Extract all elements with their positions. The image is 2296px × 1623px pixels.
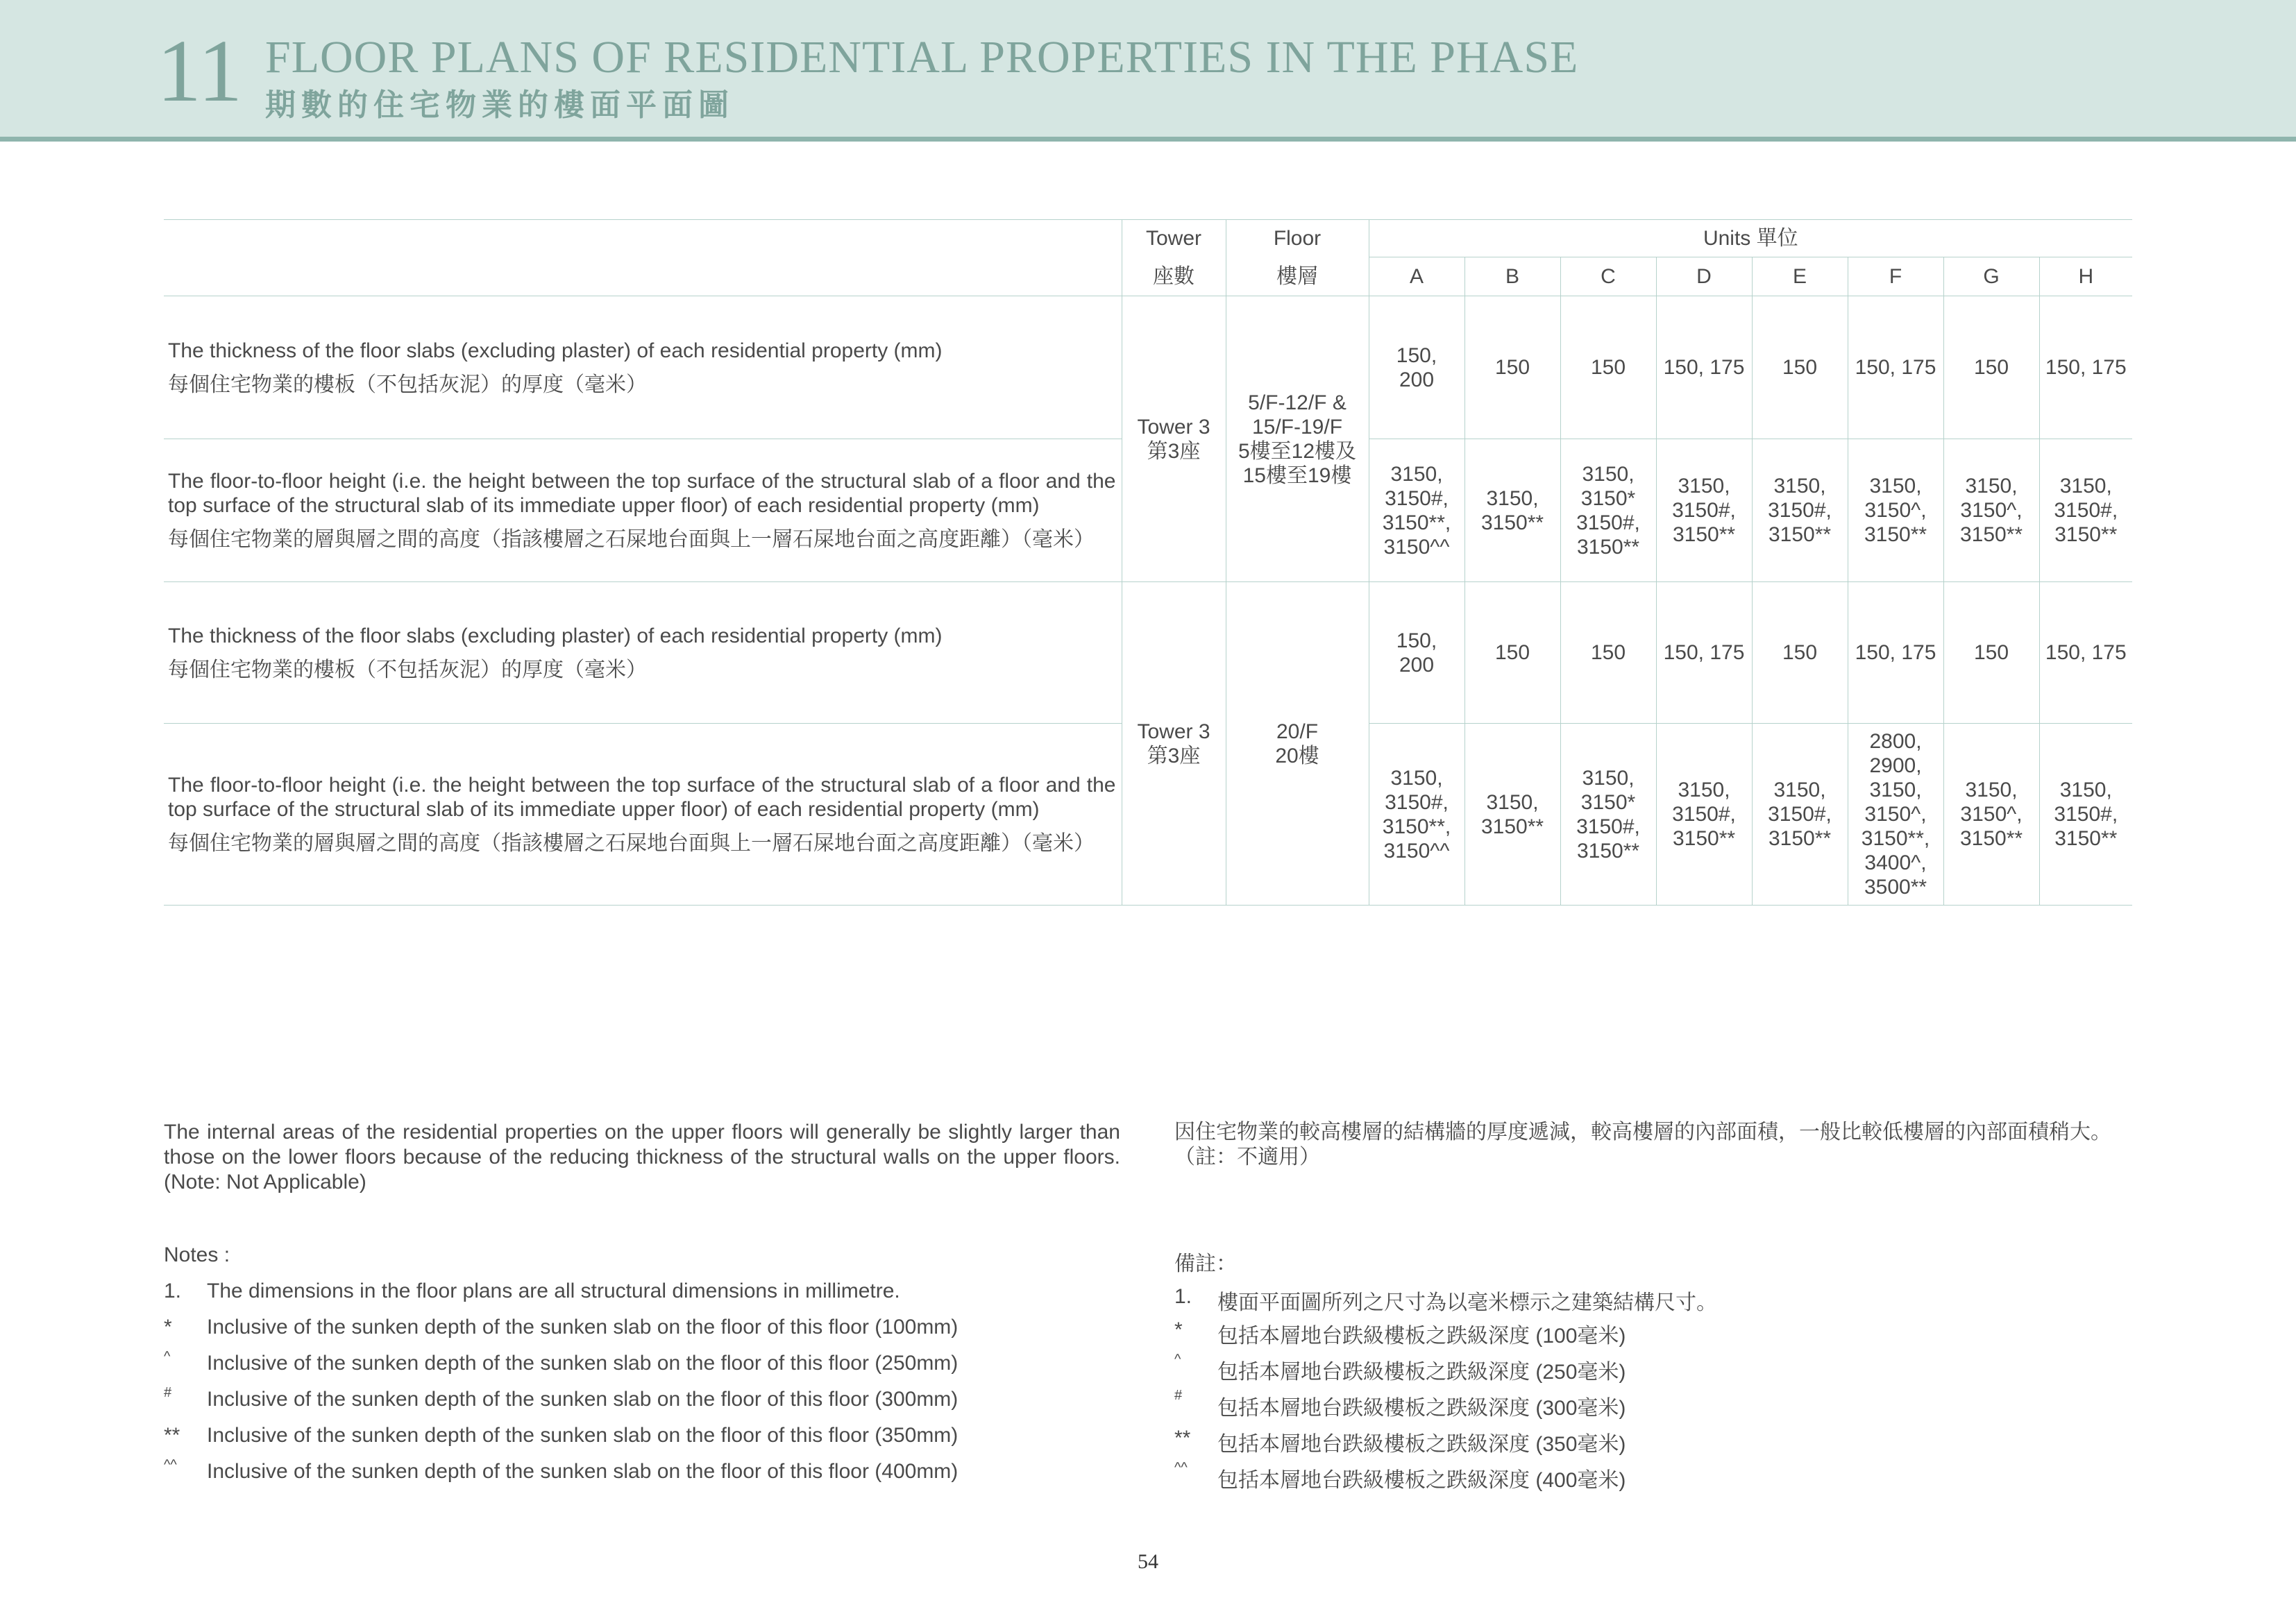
- unit-g-height-value: [1943, 724, 2039, 906]
- notes-en: [164, 1243, 1122, 1493]
- notes-zh: [1174, 1246, 2132, 1496]
- value-line: 3150**: [2054, 523, 2118, 546]
- floor-line: 15樓至19樓: [1242, 464, 1352, 487]
- unit-c-slab-value: [1560, 296, 1656, 439]
- unit-f-slab-value: [1848, 296, 1943, 439]
- note-marker: #: [164, 1385, 172, 1400]
- unit-h-height-value: [2039, 724, 2132, 906]
- note-marker: *: [1174, 1318, 1183, 1341]
- header-units: Units 單位: [1369, 220, 2132, 257]
- value-line: 3150**,: [1861, 827, 1930, 850]
- value-line: 3150,: [1773, 779, 1826, 801]
- value-line: 2900,: [1869, 754, 1922, 777]
- value-line: 3150**: [1576, 535, 1640, 559]
- value-line: 3150,: [1869, 475, 1922, 498]
- value-line: 150: [1494, 641, 1530, 664]
- value-line: 3150**: [1480, 511, 1544, 534]
- value-line: 150,: [1396, 343, 1437, 367]
- notes-heading: Notes :: [164, 1243, 230, 1266]
- value-line: 3150#,: [1385, 790, 1449, 814]
- note-marker: **: [164, 1424, 180, 1447]
- value-line: 3150**,: [1382, 511, 1451, 534]
- unit-h-height-value: [2039, 439, 2132, 582]
- slab-description-en: The thickness of the floor slabs (excluding plaster) of each residential property (mm): [168, 339, 943, 362]
- value-line: 3150,: [2059, 475, 2112, 498]
- value-line: 150: [1973, 356, 2009, 379]
- value-line: 150: [1494, 356, 1530, 379]
- tower-en: Tower 3: [1137, 720, 1210, 743]
- floor-line: 5樓至12樓及: [1238, 439, 1357, 463]
- value-line: 3150**: [1768, 827, 1832, 850]
- unit-b-slab-value: [1464, 582, 1560, 724]
- height-description-en: The floor-to-floor height (i.e. the height between the top surface of the structural slab of a floor and the top surface of the structural slab of its immediate upper floor) of each residential property (mm): [168, 470, 1116, 517]
- note-marker: 1.: [1174, 1285, 1192, 1308]
- paragraph-en: The internal areas of the residential properties on the upper floors will generally be slightly larger than those on the lower floors because of the reducing thickness of the structural walls on the upper floors. (Note: Not Applicable): [164, 1121, 1120, 1193]
- value-line: 150,: [1396, 629, 1437, 652]
- value-line: 150: [1973, 641, 2009, 664]
- section-title-zh: 期數的住宅物業的樓面平面圖: [265, 88, 734, 122]
- value-line: 150, 175: [2045, 356, 2127, 379]
- value-line: 3500**: [1864, 876, 1927, 899]
- header-unit-h: H: [2039, 257, 2132, 296]
- value-line: 150, 175: [1663, 641, 1745, 664]
- value-line: 150, 175: [1855, 641, 1936, 664]
- unit-c-height-value: [1560, 439, 1656, 582]
- value-line: 3150**: [1864, 523, 1927, 546]
- height-description-zh: 每個住宅物業的層與層之間的高度（指該樓層之石屎地台面與上一層石屎地台面之高度距離）（毫米）: [168, 832, 1095, 855]
- value-line: 3400^,: [1864, 851, 1927, 874]
- unit-d-slab-value: [1656, 582, 1752, 724]
- value-line: 3150^,: [1960, 499, 2023, 522]
- note-text: 包括本層地台跌級樓板之跌級深度 (250毫米): [1217, 1361, 1626, 1384]
- note-text: 包括本層地台跌級樓板之跌級深度 (100毫米): [1217, 1325, 1626, 1348]
- header-tower-zh: 座數: [1122, 257, 1226, 296]
- header-blank-cell: [164, 220, 1122, 296]
- note-text: Inclusive of the sunken depth of the sunken slab on the floor of this floor (100mm): [207, 1316, 959, 1339]
- floor-line: 5/F-12/F &: [1248, 391, 1347, 414]
- value-line: 3150,: [1486, 790, 1539, 814]
- unit-g-slab-value: [1943, 296, 2039, 439]
- note-marker: #: [1174, 1388, 1183, 1403]
- unit-a-slab-value: [1369, 582, 1464, 724]
- value-line: 3150,: [1486, 486, 1539, 510]
- floor-cell: [1226, 582, 1369, 906]
- value-line: 3150**: [1959, 827, 2023, 850]
- note-text: Inclusive of the sunken depth of the sunken slab on the floor of this floor (400mm): [207, 1460, 959, 1483]
- note-marker: ^^: [1174, 1460, 1188, 1475]
- value-line: 3150#,: [1768, 499, 1832, 522]
- unit-e-height-value: [1752, 439, 1848, 582]
- value-line: 3150#,: [1576, 815, 1640, 838]
- page-number: 54: [1138, 1550, 1158, 1573]
- value-line: 3150*: [1580, 790, 1636, 814]
- section-header-banner: [0, 0, 2296, 142]
- value-line: 3150#,: [1672, 499, 1736, 522]
- value-line: 150, 175: [2045, 641, 2127, 664]
- value-line: 3150^,: [1864, 803, 1927, 826]
- header-floor-en: Floor: [1226, 220, 1369, 257]
- value-line: 150: [1590, 356, 1626, 379]
- value-line: 3150,: [1390, 462, 1443, 486]
- floor-cell: [1226, 296, 1369, 582]
- note-text: 包括本層地台跌級樓板之跌級深度 (350毫米): [1217, 1433, 1626, 1456]
- note-text: 包括本層地台跌級樓板之跌級深度 (300毫米): [1217, 1397, 1626, 1420]
- note-marker: ^: [164, 1349, 171, 1364]
- value-line: 200: [1399, 368, 1435, 391]
- unit-c-slab-value: [1560, 582, 1656, 724]
- value-line: 150, 175: [1663, 356, 1745, 379]
- value-line: 3150**: [1768, 523, 1832, 546]
- unit-b-slab-value: [1464, 296, 1560, 439]
- note-text: The dimensions in the floor plans are all structural dimensions in millimetre.: [207, 1280, 900, 1302]
- value-line: 3150,: [1773, 475, 1826, 498]
- value-line: 3150**: [1672, 827, 1736, 850]
- unit-c-height-value: [1560, 724, 1656, 906]
- table-row: [164, 296, 2132, 439]
- unit-b-height-value: [1464, 439, 1560, 582]
- floor-line: 15/F-19/F: [1251, 415, 1343, 439]
- value-line: 3150#,: [1672, 803, 1736, 826]
- paragraph-zh: 因住宅物業的較高樓層的結構牆的厚度遞減，較高樓層的內部面積，一般比較低樓層的內部面積稍大。（註：不適用）: [1174, 1121, 2111, 1169]
- value-line: 150: [1590, 641, 1626, 664]
- unit-d-slab-value: [1656, 296, 1752, 439]
- header-unit-c: C: [1560, 257, 1656, 296]
- value-line: 3150^^: [1383, 535, 1450, 559]
- note-marker: *: [164, 1316, 172, 1339]
- value-line: 2800,: [1869, 730, 1922, 753]
- value-line: 3150**: [1672, 523, 1736, 546]
- slab-description-en: The thickness of the floor slabs (excluding plaster) of each residential property (mm): [168, 624, 943, 647]
- unit-f-height-value: [1848, 724, 1943, 906]
- tower-zh: 第3座: [1147, 744, 1201, 767]
- tower-cell: [1122, 582, 1226, 906]
- slab-description: [164, 296, 1122, 439]
- height-description-en: The floor-to-floor height (i.e. the height between the top surface of the structural slab of a floor and the top surface of the structural slab of its immediate upper floor) of each residential property (mm): [168, 774, 1116, 821]
- floor-slab-height-table: [164, 219, 2132, 906]
- value-line: 3150,: [1678, 779, 1730, 801]
- unit-e-slab-value: [1752, 296, 1848, 439]
- value-line: 3150**: [1959, 523, 2023, 546]
- value-line: 3150,: [1582, 462, 1635, 486]
- height-description-zh: 每個住宅物業的層與層之間的高度（指該樓層之石屎地台面與上一層石屎地台面之高度距離）（毫米）: [168, 528, 1095, 551]
- value-line: 3150#,: [2054, 499, 2118, 522]
- floor-line: 20/F: [1276, 720, 1319, 743]
- unit-d-height-value: [1656, 724, 1752, 906]
- slab-description-zh: 每個住宅物業的樓板（不包括灰泥）的厚度（毫米）: [168, 658, 647, 681]
- floor-line: 20樓: [1275, 744, 1319, 767]
- value-line: 3150,: [1965, 475, 2018, 498]
- value-line: 150: [1782, 356, 1818, 379]
- section-number: 11: [157, 22, 243, 120]
- unit-h-slab-value: [2039, 296, 2132, 439]
- note-marker: 1.: [164, 1280, 182, 1302]
- header-floor-zh: 樓層: [1226, 257, 1369, 296]
- tower-cell: [1122, 296, 1226, 582]
- value-line: 3150#,: [1768, 803, 1832, 826]
- unit-a-height-value: [1369, 439, 1464, 582]
- unit-h-slab-value: [2039, 582, 2132, 724]
- value-line: 3150#,: [1576, 511, 1640, 534]
- value-line: 3150**,: [1382, 815, 1451, 838]
- value-line: 3150*: [1580, 486, 1636, 510]
- note-text: Inclusive of the sunken depth of the sunken slab on the floor of this floor (250mm): [207, 1352, 959, 1375]
- unit-g-slab-value: [1943, 582, 2039, 724]
- value-line: 3150,: [1678, 475, 1730, 498]
- note-marker: ^: [1174, 1352, 1181, 1367]
- unit-f-height-value: [1848, 439, 1943, 582]
- note-text: Inclusive of the sunken depth of the sunken slab on the floor of this floor (350mm): [207, 1424, 959, 1447]
- value-line: 200: [1399, 653, 1435, 677]
- table-row: [164, 582, 2132, 724]
- unit-f-slab-value: [1848, 582, 1943, 724]
- note-marker: **: [1174, 1427, 1191, 1450]
- header-unit-g: G: [1943, 257, 2039, 296]
- slab-description: [164, 582, 1122, 724]
- header-unit-e: E: [1752, 257, 1848, 296]
- value-line: 3150,: [1582, 766, 1635, 790]
- section-title-en: FLOOR PLANS OF RESIDENTIAL PROPERTIES IN THE PHASE: [265, 32, 1579, 83]
- table-header-row-1: [164, 220, 2132, 257]
- height-description: [164, 439, 1122, 582]
- note-text: Inclusive of the sunken depth of the sunken slab on the floor of this floor (300mm): [207, 1388, 959, 1411]
- notes-heading: 備註：: [1174, 1252, 1237, 1275]
- tower-en: Tower 3: [1137, 415, 1210, 439]
- header-unit-d: D: [1656, 257, 1752, 296]
- unit-e-slab-value: [1752, 582, 1848, 724]
- unit-e-height-value: [1752, 724, 1848, 906]
- unit-b-height-value: [1464, 724, 1560, 906]
- unit-g-height-value: [1943, 439, 2039, 582]
- value-line: 3150#,: [2054, 803, 2118, 826]
- value-line: 3150#,: [1385, 486, 1449, 510]
- value-line: 3150,: [2059, 779, 2112, 801]
- value-line: 3150,: [1965, 779, 2018, 801]
- unit-a-height-value: [1369, 724, 1464, 906]
- note-marker: ^^: [164, 1457, 177, 1472]
- value-line: 3150^,: [1960, 803, 2023, 826]
- unit-a-slab-value: [1369, 296, 1464, 439]
- value-line: 3150**: [2054, 827, 2118, 850]
- slab-description-zh: 每個住宅物業的樓板（不包括灰泥）的厚度（毫米）: [168, 373, 647, 396]
- value-line: 3150**: [1576, 839, 1640, 863]
- value-line: 3150,: [1869, 779, 1922, 801]
- value-line: 3150,: [1390, 766, 1443, 790]
- value-line: 150: [1782, 641, 1818, 664]
- value-line: 150, 175: [1855, 356, 1936, 379]
- height-description: [164, 724, 1122, 906]
- tower-zh: 第3座: [1147, 439, 1201, 463]
- header-unit-b: B: [1464, 257, 1560, 296]
- note-text: 包括本層地台跌級樓板之跌級深度 (400毫米): [1217, 1469, 1626, 1492]
- header-unit-a: A: [1369, 257, 1464, 296]
- header-unit-f: F: [1848, 257, 1943, 296]
- note-text: 樓面平面圖所列之尺寸為以毫米標示之建築結構尺寸。: [1217, 1291, 1717, 1314]
- value-line: 3150^,: [1864, 499, 1927, 522]
- value-line: 3150**: [1480, 815, 1544, 838]
- value-line: 3150^^: [1383, 839, 1450, 863]
- unit-d-height-value: [1656, 439, 1752, 582]
- header-tower-en: Tower: [1122, 220, 1226, 257]
